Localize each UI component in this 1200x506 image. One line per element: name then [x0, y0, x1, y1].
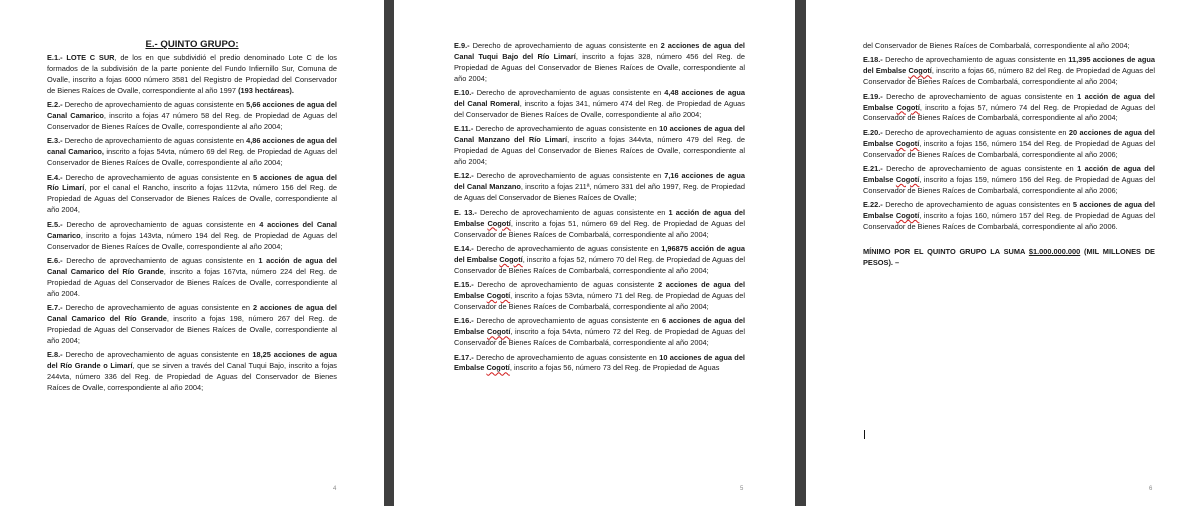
text-run: E.11.-: [454, 124, 476, 134]
text-run: , inscrito a fojas 51, número 69 del Reg. de Propiedad de Aguas del Conservador de Bienes Raíces de Combarbalá, correspondiente al año 2004;: [454, 218, 746, 239]
paragraph: [47, 100, 337, 133]
text-run: del Conservador de Bienes Raíces de Combarbalá, correspondiente al año 2004;: [863, 41, 1130, 50]
text-run: , inscrito a foja 54vta, número 72 del Reg. de Propiedad de Aguas del Conservador de Bienes Raíces de Combarbalá, correspondiente al año 2004;: [454, 327, 746, 348]
text-run: 1 acción de agua del Embalse: [863, 164, 1155, 184]
text-run: , inscrito a fojas 160, número 157 del Reg. de Propiedad de Aguas del Conservador de Bienes Raíces de Combarbalá, correspondiente al año 2006.: [863, 211, 1155, 232]
text-run: E. 13.-: [454, 207, 480, 217]
text-run: E.1.- LOTE C SUR: [47, 53, 115, 62]
text-run: 20 acciones de agua del Embalse: [863, 127, 1155, 148]
paragraph: [454, 280, 745, 313]
text-run: , de los en que subdividió el predio denominado Lote C de los formados de la subdivisión de la parte poniente del Fundo Infiernillo Sur, Comuna de Ovalle, inscrito a fojas 6000 número 3581 del Registro de Propiedad del Conservador de Bienes Raíces de Ovalle, correspondiente al año 1997: [47, 53, 338, 95]
text-run: , inscrito a fojas 328, número 456 del Reg. de Propiedad de Aguas del Conservador de Bienes Raíces de Ovalle, correspondiente al año 2004;: [454, 51, 746, 83]
paragraph: [863, 41, 1155, 52]
text-run: 5 acciones de agua del Embalse: [863, 200, 1156, 221]
misspelled-word: Cogotí: [896, 102, 920, 112]
text-run: Derecho de aprovechamiento de aguas consistente en: [64, 136, 247, 146]
text-run: , inscrito a fojas 66, número 82 del Reg. de Propiedad de Aguas del Conservador de Bienes Raíces de Combarbalá, correspondiente al año 2004;: [863, 66, 1156, 87]
text-run: Derecho de aprovechamiento de aguas consistente en: [886, 91, 1078, 101]
text-run: E.19.-: [863, 91, 887, 101]
group-total-summary: [863, 247, 1155, 269]
text-run: 4 acciones del Canal Camarico: [47, 219, 337, 240]
text-run: , inscrito a fojas 159, número 156 del Reg. de Propiedad de Aguas del Conservador de Bienes Raíces de Combarbalá, correspondiente al año 2006;: [863, 174, 1155, 195]
page-content: [454, 41, 745, 378]
text-run: 6 acciones de agua del Embalse: [454, 316, 745, 337]
paragraph: [454, 244, 745, 277]
page-number: 6: [1149, 486, 1153, 492]
text-run: E.16.-: [454, 316, 477, 326]
text-run: , inscrito a fojas 341, número 474 del Reg. de Propiedad de Aguas del Conservador de Bienes Raíces de Ovalle, correspondiente al año 2004;: [454, 99, 745, 119]
text-run: , inscrito a fojas 57, número 74 del Reg. de Propiedad de Aguas del Conservador de Bienes Raíces de Combarbalá, correspondiente al año 2004;: [863, 102, 1156, 123]
paragraph: [863, 128, 1155, 161]
text-run: , inscrito a fojas 211ª, número 331 del año 1997, Reg. de Propiedad de Aguas del Conservador de Bienes Raíces de Ovalle;: [454, 182, 746, 203]
text-run: Derecho de aprovechamiento de aguas consistentes en: [885, 200, 1073, 210]
text-run: Derecho de aprovechamiento de aguas consistente en: [885, 127, 1069, 137]
paragraph: [47, 136, 337, 169]
text-run: 2 acciones de agua del Canal Camarico del Río Grande: [47, 303, 337, 323]
document-page-4[interactable]: [0, 0, 384, 506]
text-run: , inscrito a fojas 52, número 70 del Reg. de Propiedad de Aguas del Conservador de Bienes Raíces de Combarbalá, correspondiente al año 2004;: [454, 254, 745, 275]
text-run: Derecho de aprovechamiento de aguas consistente en: [886, 164, 1078, 174]
text-run: E.14.-: [454, 243, 477, 253]
paragraph: [454, 353, 745, 375]
misspelled-word: Cogotí: [895, 174, 920, 184]
paragraph: [47, 173, 337, 217]
text-run: (193 hectáreas).: [238, 85, 294, 95]
paragraph-list: [863, 41, 1155, 233]
paragraph: [863, 55, 1155, 88]
misspelled-word: Cogotí: [499, 254, 523, 264]
text-run: , inscrito a fojas 53vta, número 71 del Reg. de Propiedad de Aguas del Conservador de Bienes Raíces de Combarbalá, correspondiente al año 2004;: [454, 291, 746, 311]
paragraph-list: [47, 53, 337, 394]
paragraph: [47, 350, 337, 394]
text-run: Derecho de aprovechamiento de aguas consistente en: [65, 350, 253, 360]
text-run: 11,395 acciones de agua del Embalse: [863, 55, 1155, 76]
text-run: 1 acción de agua del Canal Camarico del Río Grande: [47, 255, 337, 276]
text-run: Derecho de aprovechamiento de aguas consistente en: [65, 303, 253, 313]
text-run: , inscrito a fojas 156, número 154 del Reg. de Propiedad de Aguas del Conservador de Bienes Raíces de Combarbalá, correspondiente al año 2006;: [863, 138, 1155, 159]
text-run: , inscrito a fojas 344vta, número 479 del Reg. de Propiedad de Aguas del Conservador de Bienes Raíces de Ovalle, correspondiente al año 2004;: [454, 135, 746, 167]
text-run: 18,25 acciones de agua del Río Grande o Limarí: [47, 350, 337, 371]
text-cursor: [864, 430, 865, 439]
misspelled-word: Cogotí: [895, 138, 920, 148]
misspelled-word: Cogotí: [486, 291, 511, 301]
page-content: [863, 41, 1155, 272]
text-run: , por el canal el Rancho, inscrito a fojas 112vta, número 156 del Reg. de Propiedad de Aguas del Conservador de Bienes Raíces de Ovalle, correspondiente al año 2004,: [47, 183, 338, 215]
misspelled-word: Cogotí: [487, 218, 511, 228]
text-run: 1 acción de agua del Embalse: [863, 91, 1155, 112]
document-page-5[interactable]: [394, 0, 795, 506]
paragraph: [47, 53, 337, 97]
text-run: Derecho de aprovechamiento de aguas consistente en: [64, 100, 247, 110]
text-run: E.8.-: [47, 350, 66, 360]
misspelled-word: Cogotí: [895, 211, 920, 221]
text-run: , inscrito a fojas 143vta, número 194 del Reg. de Propiedad de Aguas del Conservador de Bienes Raíces de Ovalle, correspondiente al año 2004;: [47, 230, 337, 251]
paragraph: [863, 164, 1155, 197]
text-run: 7,16 acciones de agua del Canal Manzano: [454, 171, 745, 192]
page-number: 5: [740, 486, 744, 492]
misspelled-word: Cogotí: [486, 363, 510, 373]
text-run: 2 acciones de agua del Embalse: [454, 280, 745, 301]
text-run: E.10.-: [454, 88, 477, 98]
text-run: E.3.-: [47, 136, 65, 146]
paragraph: [454, 124, 745, 168]
text-run: Derecho de aprovechamiento de aguas consistente en: [476, 316, 662, 326]
text-run: Derecho de aprovechamiento de aguas consistente en: [885, 55, 1069, 65]
text-run: 2 acciones de agua del Canal Tuqui Bajo del Río Limarí: [454, 41, 745, 61]
text-run: Derecho de aprovechamiento de aguas consistente en: [476, 243, 662, 253]
section-title: E.- QUINTO GRUPO:: [145, 39, 239, 50]
misspelled-word: Cogotí: [908, 66, 932, 76]
text-run: 5 acciones de agua del Río Limarí: [47, 172, 337, 193]
text-run: Derecho de aprovechamiento de aguas consistente en: [472, 41, 661, 50]
text-run: Derecho de aprovechamiento de aguas consistente en: [65, 172, 253, 182]
text-run: , inscrito a fojas 47 número 58 del Reg. de Propiedad de Aguas del Conservador de Bienes Raíces de Ovalle, correspondiente al año 2004;: [47, 111, 337, 131]
text-run: 1 acción de agua del Embalse: [454, 207, 745, 228]
text-run: MÍNIMO POR EL QUINTO GRUPO LA SUMA: [863, 247, 1029, 256]
paragraph: [454, 41, 745, 85]
text-run: E.4.-: [47, 172, 66, 182]
text-run: inscrito a fojas 54vta, número 69 del Reg. de Propiedad de Aguas del Conservador de Bienes Raíces de Ovalle, correspondiente al año 2004;: [47, 147, 337, 168]
text-run: (MIL MILLONES DE PESOS). –: [863, 247, 1155, 267]
text-run: E.2.-: [47, 100, 65, 110]
text-run: E.20.-: [863, 127, 886, 137]
paragraph: [454, 208, 745, 241]
text-run: Derecho de aprovechamiento de aguas consistente en: [479, 207, 669, 217]
text-run: 5,66 acciones de agua del Canal Camarico: [47, 100, 337, 121]
text-run: 10 acciones de agua del Embalse: [454, 352, 745, 373]
paragraph: [47, 220, 337, 253]
text-run: , inscrito a fojas 167vta, número 224 del Reg. de Propiedad de Aguas del Conservador de Bienes Raíces de Ovalle, correspondiente al año 2004.: [47, 266, 337, 298]
text-run: E.6.-: [47, 255, 67, 265]
paragraph: [47, 256, 337, 300]
text-run: 10 acciones de agua del Canal Manzano del Río Limarí: [454, 124, 745, 145]
paragraph: [863, 200, 1155, 233]
paragraph: [454, 316, 745, 349]
page-gutter: [795, 0, 806, 506]
paragraph: [863, 92, 1155, 125]
document-page-6[interactable]: [806, 0, 1200, 506]
page-number: 4: [333, 486, 337, 492]
page-gutter: [384, 0, 394, 506]
text-run: E.17.-: [454, 352, 477, 362]
text-run: E.18.-: [863, 55, 886, 65]
text-run: E.9.-: [454, 41, 473, 50]
paragraph: [47, 303, 337, 347]
text-run: 4,86 acciones de agua del canal Camarico,: [47, 136, 337, 157]
text-run: E.7.-: [47, 303, 66, 313]
page-content: [47, 38, 337, 397]
text-run: $1.000.000.000: [1028, 247, 1081, 256]
text-run: 1,96875 acción de agua del Embalse: [454, 243, 745, 264]
text-run: Derecho de aprovechamiento de aguas consistente en: [476, 352, 660, 362]
text-run: Derecho de aprovechamiento de aguas consistente en: [66, 255, 259, 265]
misspelled-word: Cogotí: [487, 327, 511, 337]
text-run: 4,48 acciones de agua del Canal Romeral: [454, 88, 745, 109]
paragraph: [454, 171, 745, 204]
paragraph-list: [454, 41, 745, 374]
text-run: , inscrito a fojas 56, número 73 del Reg. de Propiedad de Aguas: [509, 363, 720, 373]
text-run: E.5.-: [47, 219, 67, 229]
text-run: Derecho de aprovechamiento de aguas consistente en: [476, 171, 665, 181]
text-run: Derecho de aprovechamiento de aguas consistente: [477, 280, 659, 290]
text-run: E.21.-: [863, 164, 887, 174]
text-run: Derecho de aprovechamiento de aguas consistente en: [475, 124, 660, 134]
text-run: , que se sirven a través del Canal Tuqui Bajo, inscrito a fojas 244vta, número 336 del Reg. de Propiedad de Aguas del Conservador de Bienes Raíces de Ovalle, correspondiente al año 2004;: [47, 361, 337, 392]
text-run: E.15.-: [454, 280, 478, 290]
paragraph: [454, 88, 745, 121]
text-run: Derecho de aprovechamiento de aguas consistente en: [476, 88, 665, 98]
text-run: , inscrito a fojas 198, número 267 del Reg. de Propiedad de Aguas del Conservador de Bienes Raíces de Ovalle, correspondiente al año 2004;: [47, 313, 337, 345]
text-run: E.12.-: [454, 171, 477, 181]
text-run: E.22.-: [863, 200, 886, 210]
text-run: Derecho de aprovechamiento de aguas consistente en: [66, 219, 260, 229]
